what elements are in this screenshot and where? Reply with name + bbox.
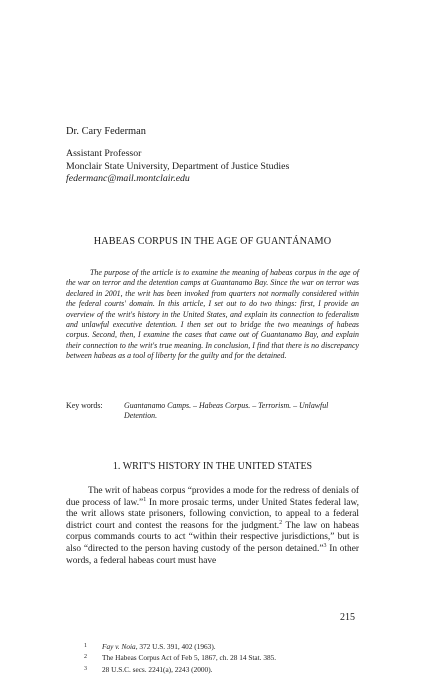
footnote-number: 3 [84,665,87,672]
footnote-ref[interactable]: 3 [323,542,327,549]
footnote [84,652,359,663]
footnote-number: 2 [84,654,87,661]
article-title: HABEAS CORPUS IN THE AGE OF GUANTÁNAMO [93,236,332,247]
body-text-part: The writ of habeas corpus “provides a mode for the redress of denials of due process of law.” [66,486,360,508]
page-number: 215 [340,612,355,623]
keywords-text: Guantanamo Camps. – Habeas Corpus. – Terrorism. – Unlawful Detention. [124,401,329,421]
footnote-text: , 372 U.S. 391, 402 (1963). [135,642,216,651]
footnote-text: 28 U.S.C. secs. 2241(a), 2243 (2000). [102,664,213,674]
footnote-case: Fay v. Noia [102,642,136,651]
body-text-part: In more prosaic terms, under United States federal law, the writ allows state prisoners, following conviction, to appeal to a federal district court and contest the reasons for the judgment. [66,497,359,531]
footnote-number: 1 [84,643,87,649]
author-name: Dr. Cary Federman [66,126,146,137]
body-text-part: The law on habeas corpus commands courts to act “within their respective jurisdictions,” but is also “directed to the person having custody of the person detained.” [66,520,360,554]
footnotes [84,641,359,675]
abstract: The purpose of the article is to examine the meaning of habeas corpus in the age of the war on terror and the detention camps at Guantanamo Bay. Since the war on terror was declared in 2001, the writ has been invoked from quarters not normally considered within the federal courts' domain. In this article, I set out to do two things: first, I provide an overview of the writ's history in the United States, and explain its connection to federalism and unlawful executive detention. I then set out to bridge the two meanings of habeas corpus. Second, then, I examine the cases that came out of Guantanamo Bay, and explain their connection to the writ's true meaning. In conclusion, I find that there is no discrepancy between habeas as a tool of liberty for the guilty and for the detained. [66,268,359,361]
footnote [84,664,359,675]
section-heading: 1. WRIT'S HISTORY IN THE UNITED STATES [112,461,313,472]
author-block [66,126,289,186]
body-text-part: In other words, a federal habeas court must have [66,543,359,566]
author-email: federmanc@mail.montclair.edu [66,173,190,185]
body-paragraph [66,486,359,567]
footnote-ref[interactable]: 1 [143,496,147,503]
keywords [66,401,359,422]
author-affiliation: Monclair State University, Department of Justice Studies [66,160,290,172]
footnote-text: The Habeas Corpus Act of Feb 5, 1867, ch. 28 14 Stat. 385. [102,653,277,663]
author-position: Assistant Professor [66,148,142,160]
keywords-label: Key words: [66,401,103,410]
footnote [84,641,359,652]
footnote-ref[interactable]: 2 [279,519,283,526]
